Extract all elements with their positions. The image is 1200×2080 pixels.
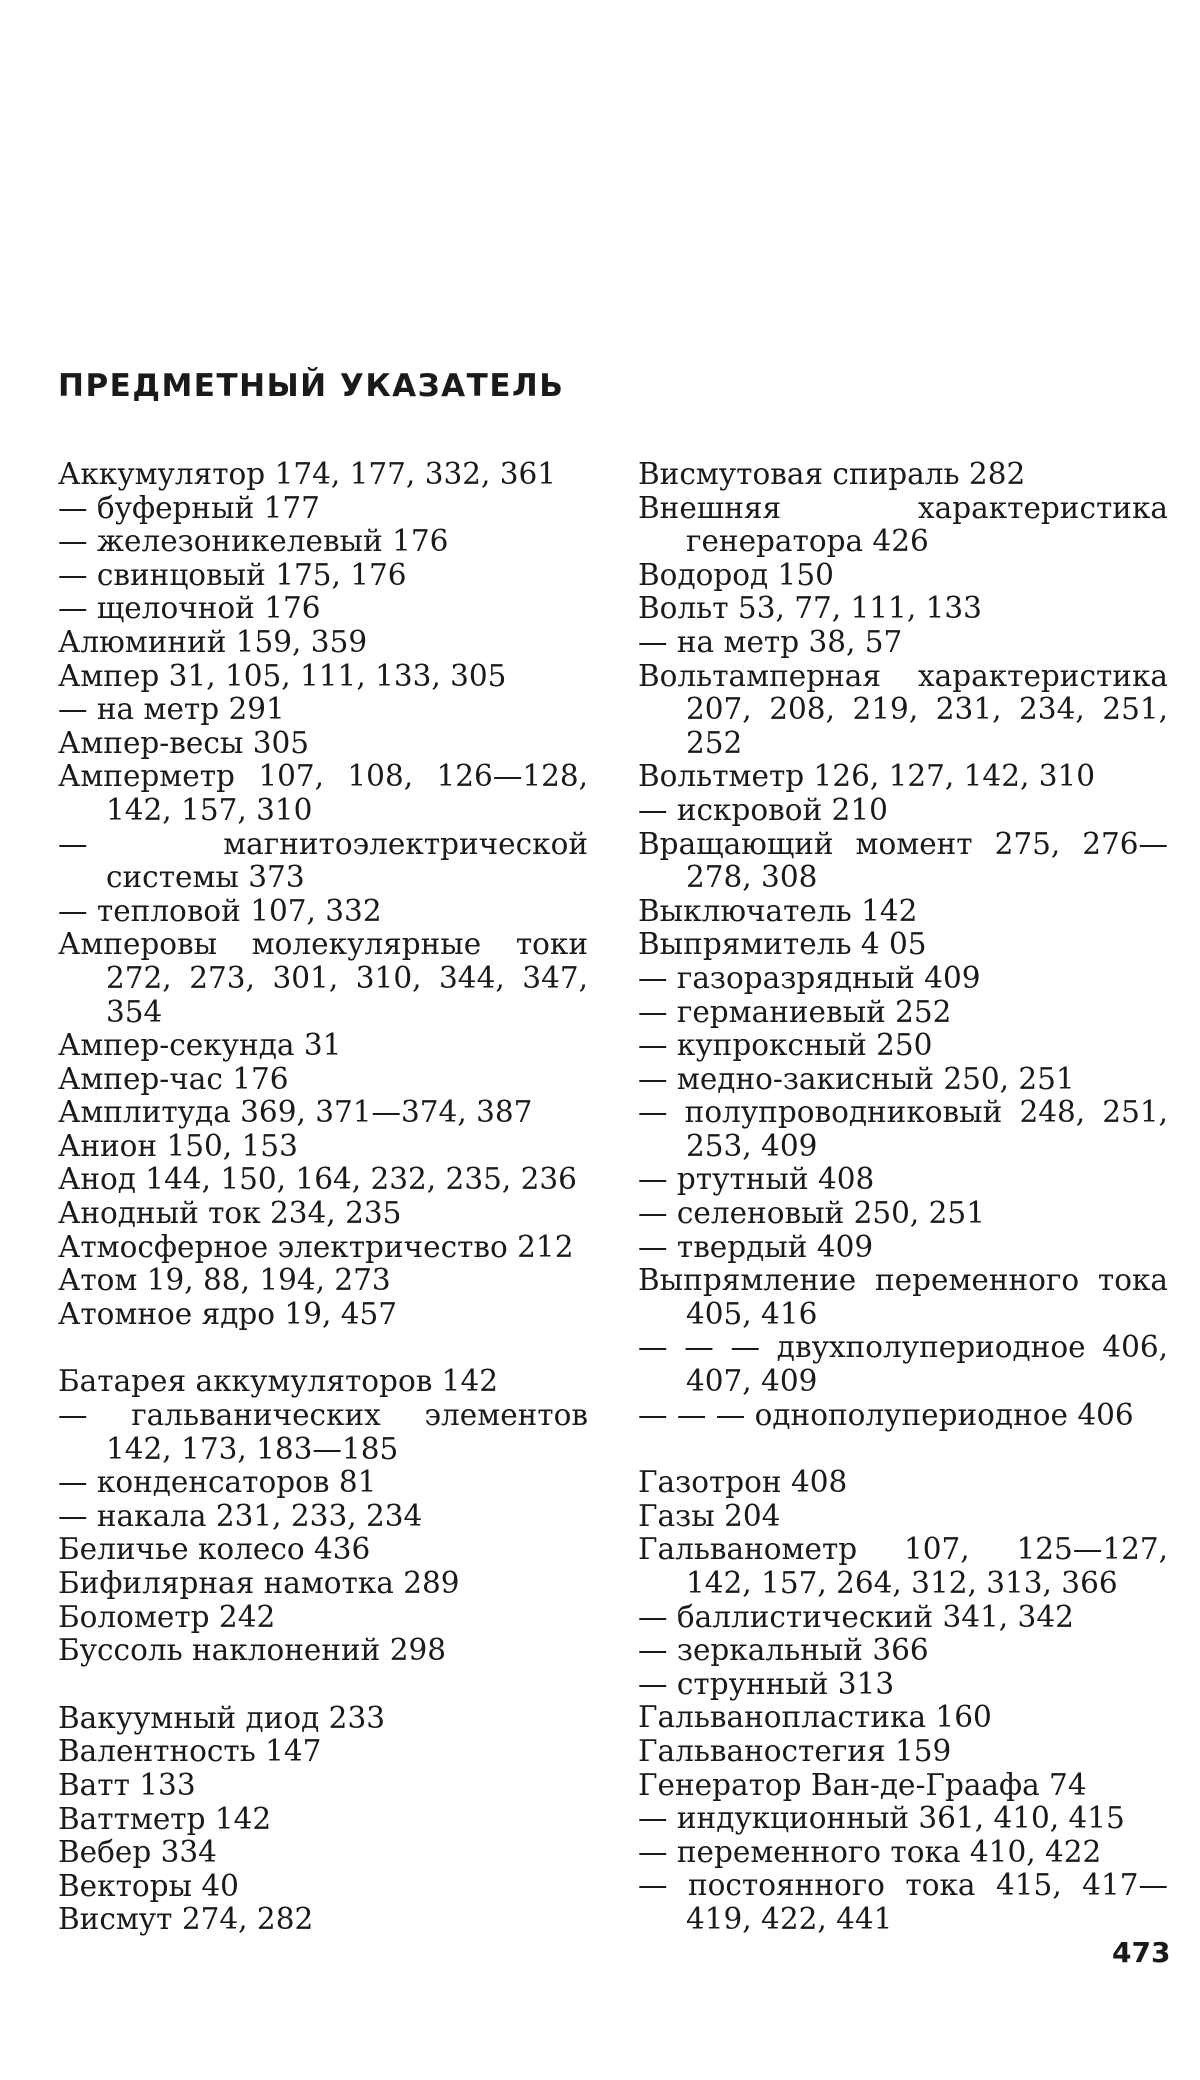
- index-entry: — индукционный 361, 410, 415: [638, 1801, 1125, 1836]
- index-entry: — зеркальный 366: [638, 1633, 929, 1668]
- index-entry: Вольтметр 126, 127, 142, 310: [638, 759, 1096, 794]
- index-entry: — буферный 177: [58, 490, 320, 525]
- index-entry: Гальванометр 107, 125—127, 142, 157, 264, 312, 313, 366: [638, 1532, 1168, 1600]
- index-entry: Гальванопластика 160: [638, 1700, 992, 1735]
- index-entry: Висмутовая спираль 282: [638, 457, 1026, 491]
- index-entry: — баллистический 341, 342: [638, 1599, 1074, 1634]
- index-entry: — ртутный 408: [638, 1162, 875, 1197]
- index-entry: Векторы 40: [58, 1868, 239, 1903]
- index-entry: — железоникелевый 176: [58, 524, 449, 559]
- index-entry: Валентность 147: [58, 1734, 322, 1769]
- index-entry: — газоразрядный 409: [638, 960, 981, 995]
- index-entry: — магнитоэлектрической системы 373: [58, 826, 588, 895]
- index-entry: Ампер-весы 305: [58, 725, 310, 760]
- index-entry: — на метр 291: [58, 692, 285, 727]
- index-entry: Беличье колесо 436: [58, 1532, 371, 1567]
- index-entry: Вакуумный диод 233: [58, 1700, 385, 1735]
- index-entry: Вольтамперная характеристика 207, 208, 219, 231, 234, 251, 252: [638, 658, 1168, 760]
- index-entry: Водород 150: [638, 557, 834, 592]
- index-entry: Выпрямитель 4 05: [638, 927, 927, 962]
- index-entry: — щелочной 176: [58, 591, 321, 626]
- index-entry: — гальванических элементов 142, 173, 183—185: [58, 1398, 588, 1466]
- index-letter-group: [638, 1466, 1168, 1936]
- index-entry: Анод 144, 150, 164, 232, 235, 236: [58, 1162, 577, 1197]
- index-entry: Вращающий момент 275, 276—278, 308: [638, 826, 1168, 895]
- index-letter-group: [58, 458, 588, 1331]
- index-entry: Выпрямление переменного тока 405, 416: [638, 1263, 1168, 1331]
- index-letter-group: [58, 1365, 588, 1667]
- index-entry: — конденсаторов 81: [58, 1465, 377, 1500]
- index-entry: Амплитуда 369, 371—374, 387: [58, 1095, 533, 1130]
- index-entry: Гальваностегия 159: [638, 1733, 952, 1768]
- index-entry: Выключатель 142: [638, 893, 918, 928]
- index-column-left: [58, 458, 588, 1937]
- index-entry: — тепловой 107, 332: [58, 893, 382, 928]
- index-entry: Атом 19, 88, 194, 273: [58, 1263, 391, 1298]
- group-gap: [58, 1668, 588, 1702]
- index-entry: Буссоль наклонений 298: [58, 1633, 446, 1668]
- index-entry: Амперовы молекулярные токи 272, 273, 301, 310, 344, 347, 354: [58, 927, 588, 1029]
- index-entry: Ампер-час 176: [58, 1061, 289, 1096]
- index-entry: Атмосферное электричество 212: [58, 1229, 574, 1264]
- index-entry: Газотрон 408: [638, 1465, 848, 1500]
- index-entry: Ваттметр 142: [58, 1801, 272, 1836]
- index-entry: Атомное ядро 19, 457: [58, 1296, 398, 1331]
- index-entry: Внешняя характеристика генератора 426: [638, 490, 1168, 559]
- index-entry: Анион 150, 153: [58, 1128, 298, 1163]
- page-number: 473: [1112, 1936, 1171, 1969]
- index-entry: Болометр 242: [58, 1599, 276, 1634]
- index-entry: Генератор Ван-де-Граафа 74: [638, 1767, 1087, 1802]
- index-entry: — струнный 313: [638, 1666, 895, 1701]
- index-entry: Ампер-секунда 31: [58, 1028, 342, 1063]
- group-gap: [58, 1331, 588, 1365]
- index-entry: — твердый 409: [638, 1229, 874, 1264]
- index-entry: Ватт 133: [58, 1767, 196, 1802]
- index-entry: — — — однополупериодное 406: [638, 1397, 1134, 1432]
- index-entry: — искровой 210: [638, 792, 888, 827]
- page-title: ПРЕДМЕТНЫЙ УКАЗАТЕЛЬ: [58, 368, 565, 404]
- index-entry: — — — двухполупериодное 406, 407, 409: [638, 1330, 1168, 1399]
- index-entry: — германиевый 252: [638, 994, 952, 1029]
- index-letter-group: [638, 458, 1168, 1432]
- index-entry: Газы 204: [638, 1498, 781, 1533]
- index-entry: — постоянного тока 415, 417—419, 422, 441: [638, 1868, 1168, 1936]
- group-gap: [638, 1432, 1168, 1466]
- index-entry: — на метр 38, 57: [638, 624, 903, 659]
- index-entry: Бифилярная намотка 289: [58, 1566, 460, 1600]
- index-entry: — купроксный 250: [638, 1028, 933, 1063]
- index-column-right: [638, 458, 1168, 1937]
- index-entry: Батарея аккумуляторов 142: [58, 1364, 498, 1399]
- index-entry: Ампер 31, 105, 111, 133, 305: [58, 658, 507, 693]
- index-entry: — полупроводниковый 248, 251, 253, 409: [638, 1095, 1168, 1163]
- index-entry: Висмут 274, 282: [58, 1902, 314, 1937]
- index-entry: — медно-закисный 250, 251: [638, 1061, 1075, 1096]
- index-entry: — свинцовый 175, 176: [58, 557, 407, 592]
- index-letter-group: [58, 1702, 588, 1937]
- index-entry: Алюминий 159, 359: [58, 624, 368, 659]
- index-entry: Анодный ток 234, 235: [58, 1196, 402, 1231]
- index-entry: — переменного тока 410, 422: [638, 1834, 1102, 1869]
- index-entry: Аккумулятор 174, 177, 332, 361: [58, 457, 557, 491]
- index-entry: — накала 231, 233, 234: [58, 1498, 423, 1533]
- index-entry: Вебер 334: [58, 1835, 217, 1870]
- index-entry: — селеновый 250, 251: [638, 1196, 985, 1231]
- index-entry: Амперметр 107, 108, 126—128, 142, 157, 310: [58, 759, 588, 827]
- index-entry: Вольт 53, 77, 111, 133: [638, 591, 982, 626]
